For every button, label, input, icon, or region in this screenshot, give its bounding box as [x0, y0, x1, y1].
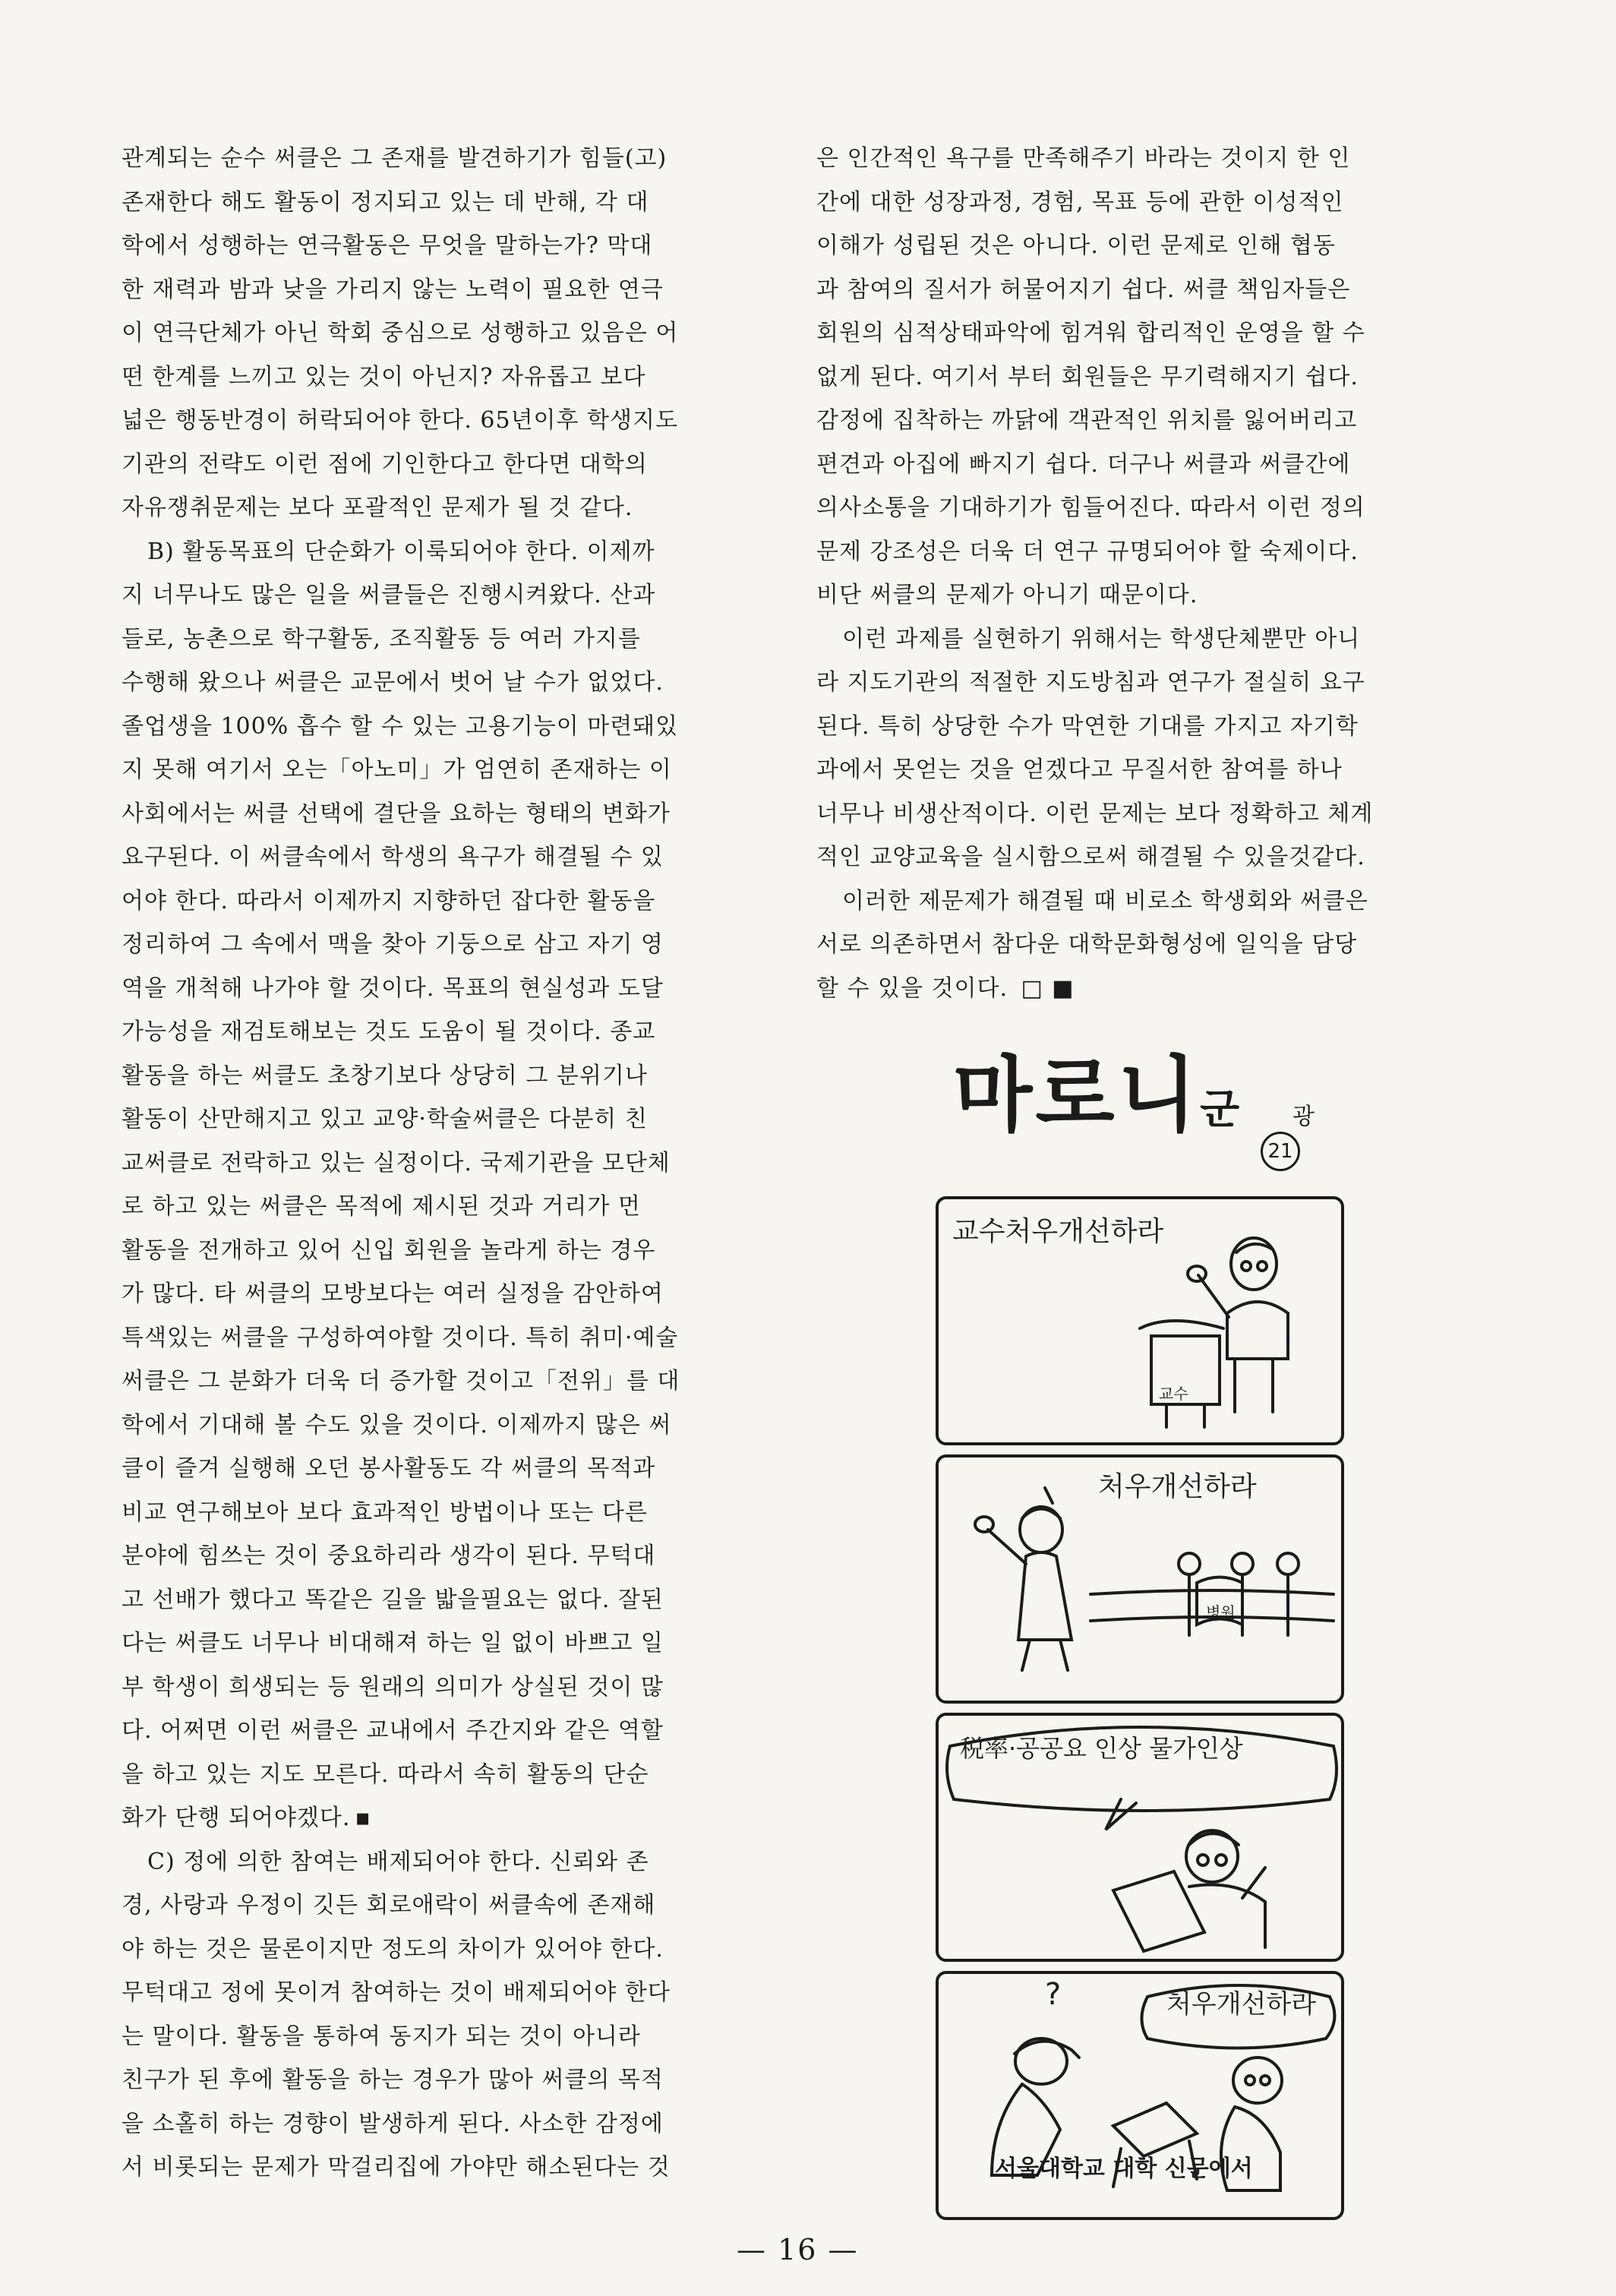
section-b-line: 활동을 전개하고 있어 신입 회원을 놀라게 하는 경우	[122, 1236, 656, 1264]
section-c-line: 서 비롯되는 문제가 막걸리집에 가야만 해소된다는 것	[122, 2154, 671, 2181]
section-b-line: 다는 써클도 너무나 비대해져 하는 일 없이 바쁘고 일	[122, 1630, 664, 1656]
panel-1-label: 교수	[1159, 1385, 1188, 1403]
comic-panel-2	[936, 1454, 1344, 1704]
section-b-line: 정리하여 그 속에서 맥을 찾아 기둥으로 삼고 자기 영	[122, 931, 664, 958]
paragraph-2-line: 과에서 못얻는 것을 얻겠다고 무질서한 참여를 하나	[816, 756, 1343, 783]
body-text-line: 편견과 아집에 빠지기 쉽다. 더구나 써클과 써클간에	[816, 450, 1351, 478]
section-c-line: 야 하는 것은 물론이지만 정도의 차이가 있어야 한다.	[122, 1935, 664, 1963]
body-text-line: 존재한다 해도 활동이 정지되고 있는 데 반해, 각 대	[122, 188, 649, 216]
section-b-line: 을 하고 있는 지도 모른다. 따라서 속히 활동의 단순	[122, 1761, 649, 1788]
panel-4-speech: 처우개선하라	[1166, 1989, 1317, 2020]
section-b-line: 다. 어쩌면 이런 써클은 교내에서 주간지와 같은 역할	[122, 1717, 664, 1744]
paragraph-3-line: 할 수 있을 것이다. □ ■	[816, 974, 1075, 1002]
section-c-line: 무턱대고 정에 못이겨 참여하는 것이 배제되어야 한다	[122, 1979, 671, 2006]
panel-1-speech: 교수처우개선하라	[952, 1216, 1164, 1247]
body-text-line: 과 참여의 질서가 허물어지기 쉽다. 써클 책임자들은	[816, 276, 1351, 303]
article-end-marks: □ ■	[1012, 974, 1075, 1002]
section-b-line: 분야에 힘쓰는 것이 중요하리라 생각이 된다. 무턱대	[122, 1543, 656, 1569]
body-text-line: 학에서 성행하는 연극활동은 무엇을 말하는가? 막대	[122, 232, 653, 259]
section-b-end-mark: ▪	[355, 1805, 371, 1831]
left-column	[122, 137, 790, 2190]
section-b-line: 요구된다. 이 써클속에서 학생의 욕구가 해결될 수 있	[122, 844, 664, 870]
section-b-line: 화가 단행 되어야겠다. ▪	[122, 1805, 371, 1831]
section-b-line: 수행해 왔으나 써클은 교문에서 벗어 날 수가 없었다.	[122, 669, 664, 696]
body-text-line: 없게 된다. 여기서 부터 회원들은 무기력해지기 쉽다.	[816, 363, 1359, 390]
section-b-line: 고 선배가 했다고 똑같은 길을 밟을필요는 없다. 잘된	[122, 1586, 664, 1613]
panel-2-label: 병원	[1206, 1603, 1236, 1622]
panel-1-drawing	[939, 1199, 1341, 1442]
body-text-line: 떤 한계를 느끼고 있는 것이 아닌지? 자유롭고 보다	[122, 363, 646, 390]
section-b-line: 지 못해 여기서 오는「아노미」가 엄연히 존재하는 이	[122, 756, 672, 783]
body-text-line: 회원의 심적상태파악에 힘겨워 합리적인 운영을 할 수	[816, 320, 1365, 346]
body-text-line: 기관의 전략도 이런 점에 기인한다고 한다면 대학의	[122, 450, 648, 478]
section-b-line: 학에서 기대해 볼 수도 있을 것이다. 이제까지 많은 써	[122, 1411, 672, 1439]
section-b-line: 졸업생을 100% 흡수 할 수 있는 고용기능이 마련돼있	[122, 712, 679, 740]
section-b-line: 클이 즐겨 실행해 오던 봉사활동도 각 써클의 목적과	[122, 1455, 656, 1482]
comic-panel-1	[936, 1196, 1344, 1445]
section-b-line: 활동을 하는 써클도 초창기보다 상당히 그 분위기나	[122, 1062, 648, 1089]
paragraph-3-line: 이러한 제문제가 해결될 때 비로소 학생회와 써클은	[842, 887, 1368, 914]
paragraph-2-line: 된다. 특히 상당한 수가 막연한 기대를 가지고 자기학	[816, 712, 1359, 740]
section-c-line: C) 정에 의한 참여는 배제되어야 한다. 신뢰와 존	[147, 1848, 649, 1875]
section-b-line: 로 하고 있는 써클은 목적에 제시된 것과 거리가 먼	[122, 1193, 641, 1220]
section-c-line: 친구가 된 후에 활동을 하는 경우가 많아 써클의 목적	[122, 2067, 664, 2093]
section-b-line: 비교 연구해보아 보다 효과적인 방법이나 또는 다른	[122, 1499, 648, 1526]
body-text-line: 이 연극단체가 아닌 학회 중심으로 성행하고 있음은 어	[122, 320, 679, 346]
panel-2-speech: 처우개선하라	[1098, 1471, 1257, 1502]
paragraph-2-line: 이런 과제를 실현하기 위해서는 학생단체뿐만 아니	[842, 625, 1361, 652]
panel-2-drawing	[939, 1458, 1341, 1701]
body-text-line: 한 재력과 밤과 낮을 가리지 않는 노력이 필요한 연극	[122, 276, 664, 303]
comic-title-small: 군	[1199, 1085, 1240, 1133]
panel-3-drawing	[939, 1716, 1341, 1959]
section-c-line: 경, 사랑과 우정이 깃든 회로애락이 써클속에 존재해	[122, 1892, 656, 1919]
comic-title	[953, 1029, 1239, 1147]
paragraph-2-line: 너무나 비생산적이다. 이런 문제는 보다 정확하고 체계	[816, 800, 1374, 827]
section-b-line: 사회에서는 써클 선택에 결단을 요하는 형태의 변화가	[122, 800, 671, 827]
section-b-line: 어야 한다. 따라서 이제까지 지향하던 잡다한 활동을	[122, 887, 656, 914]
panel-3-speech: 税率·공공요 인상 물가인상	[960, 1734, 1243, 1763]
section-b-line: 부 학생이 희생되는 등 원래의 의미가 상실된 것이 많	[122, 1673, 664, 1701]
body-text-line: 관계되는 순수 써클은 그 존재를 발견하기가 힘들(고)	[122, 145, 668, 172]
body-text-line: 감정에 집착하는 까닭에 객관적인 위치를 잃어버리고	[816, 407, 1358, 434]
section-b-line: 써클은 그 분화가 더욱 더 증가할 것이고「전위」를 대	[122, 1368, 680, 1394]
body-text-line: 은 인간적인 욕구를 만족해주기 바라는 것이지 한 인	[816, 145, 1351, 172]
body-text-line: 비단 써클의 문제가 아니기 때문이다.	[816, 582, 1198, 608]
section-b-line: 지 너무나도 많은 일을 써클들은 진행시켜왔다. 산과	[122, 582, 656, 608]
page-number: — 16 —	[737, 2233, 859, 2266]
comic-episode-number: 21	[1261, 1132, 1300, 1171]
section-b-line: B) 활동목표의 단순화가 이룩되어야 한다. 이제까	[147, 538, 655, 565]
section-b-line: 가 많다. 타 써클의 모방보다는 여러 실정을 감안하여	[122, 1281, 664, 1307]
panel-4-mark: ?	[1045, 1977, 1062, 2012]
section-c-line: 는 말이다. 활동을 통하여 동지가 되는 것이 아니라	[122, 2023, 641, 2050]
comic-panel-3	[936, 1713, 1344, 1962]
body-text-line: 간에 대한 성장과정, 경험, 목표 등에 관한 이성적인	[816, 188, 1344, 216]
section-c-line: 을 소홀히 하는 경향이 발생하게 된다. 사소한 감정에	[122, 2110, 664, 2137]
body-text-line: 문제 강조성은 더욱 더 연구 규명되어야 할 숙제이다.	[816, 538, 1359, 565]
paragraph-2-line: 적인 교양교육을 실시함으로써 해결될 수 있을것같다.	[816, 844, 1365, 870]
body-text-line: 의사소통을 기대하기가 힘들어진다. 따라서 이런 정의	[816, 494, 1365, 521]
section-b-line: 역을 개척해 나가야 할 것이다. 목표의 현실성과 도달	[122, 974, 664, 1002]
body-text-line: 넓은 행동반경이 허락되어야 한다. 65년이후 학생지도	[122, 407, 678, 434]
paragraph-2-line: 라 지도기관의 적절한 지도방침과 연구가 절실히 요구	[816, 669, 1365, 696]
comic-author: 광	[1292, 1104, 1315, 1130]
paragraph-3-line: 서로 의존하면서 참다운 대학문화형성에 일익을 담당	[816, 931, 1358, 958]
section-b-line: 활동이 산만해지고 있고 교양·학술써클은 다분히 친	[122, 1106, 648, 1132]
section-b-line: 들로, 농촌으로 학구활동, 조직활동 등 여러 가지를	[122, 625, 641, 652]
section-b-line: 특색있는 써클을 구성하여야할 것이다. 특히 취미·예술	[122, 1324, 679, 1351]
section-b-line: 가능성을 재검토해보는 것도 도움이 될 것이다. 종교	[122, 1019, 656, 1045]
section-b-line: 교써클로 전락하고 있는 실정이다. 국제기관을 모단체	[122, 1149, 671, 1176]
comic-title-main: 마로니	[953, 1048, 1200, 1143]
right-column	[816, 137, 1485, 1010]
comic-caption: 서울대학교 대학 신문에서	[995, 2155, 1253, 2182]
body-text-line: 자유쟁취문제는 보다 포괄적인 문제가 될 것 같다.	[122, 494, 633, 521]
body-text-line: 이해가 성립된 것은 아니다. 이런 문제로 인해 협동	[816, 232, 1336, 259]
